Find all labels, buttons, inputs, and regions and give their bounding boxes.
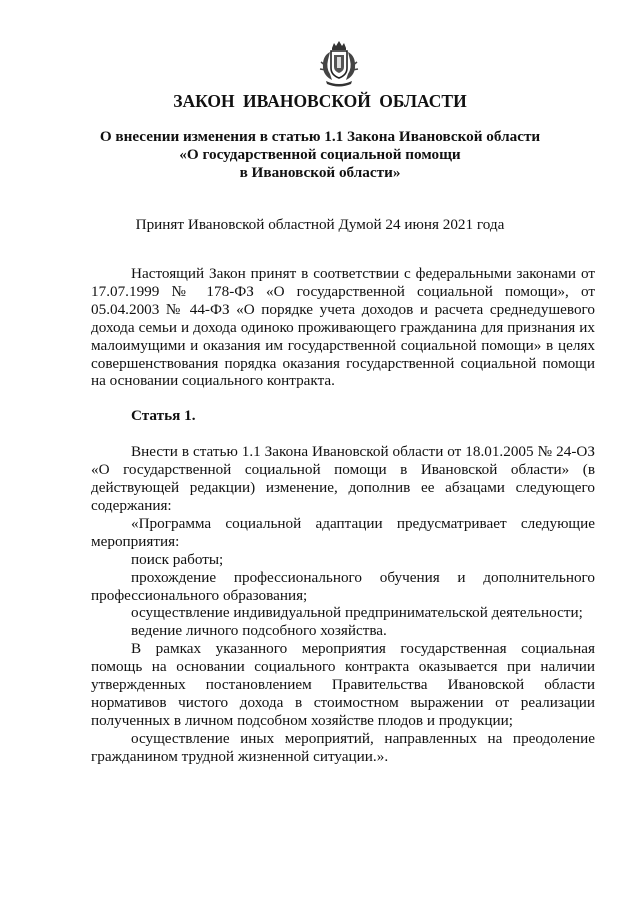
adoption-note: Принят Ивановской областной Думой 24 июня 2021 года bbox=[135, 216, 505, 233]
subtitle-line: О внесении изменения в статью 1.1 Закона Ивановской области bbox=[99, 128, 541, 145]
body-paragraph: осуществление иных мероприятий, направленных на преодоление гражданином трудной жизненной ситуации.». bbox=[91, 729, 595, 765]
subtitle-line: в Ивановской области» bbox=[239, 164, 401, 181]
law-body bbox=[91, 265, 595, 766]
body-paragraph: ведение личного подсобного хозяйства. bbox=[131, 622, 387, 640]
law-title: ЗАКОН ИВАНОВСКОЙ ОБЛАСТИ bbox=[173, 91, 467, 111]
ivanovo-oblast-coat-of-arms-icon bbox=[318, 40, 360, 88]
body-paragraph: Внести в статью 1.1 Закона Ивановской области от 18.01.2005 № 24-ОЗ «О государственной социальной помощи в Ивановской области» (в действующей редакции) изменение, дополнив ее абзацами следующего содержания: bbox=[91, 443, 595, 514]
body-paragraph: «Программа социальной адаптации предусматривает следующие мероприятия: bbox=[91, 514, 595, 550]
law-subtitle bbox=[90, 128, 550, 182]
body-paragraph: В рамках указанного мероприятия государственная социальная помощь на основании социального контракта оказывается при наличии утвержденных постановлением Правительства Ивановской области нормативов чистого дохода в стоимостном выражении от реализации полученных в личном подсобном хозяйстве плодов и продукции; bbox=[91, 640, 595, 729]
body-paragraph: осуществление индивидуальной предпринимательской деятельности; bbox=[131, 604, 583, 622]
preamble-paragraph: Настоящий Закон принят в соответствии с федеральными законами от 17.07.1999 № 178-ФЗ «О государственной социальной помощи», от 05.04.2003 № 44-ФЗ «О порядке учета доходов и расчета среднедушевого дохода семьи и дохода одиноко проживающего гражданина для признания их малоимущими и оказания им государственной социальной помощи» в целях совершенствования порядка оказания государственной социальной помощи на основании социального контракта. bbox=[91, 265, 595, 390]
body-paragraph: прохождение профессионального обучения и дополнительного профессионального образования; bbox=[91, 568, 595, 604]
subtitle-line: «О государственной социальной помощи bbox=[179, 146, 461, 163]
body-paragraph: поиск работы; bbox=[131, 550, 224, 568]
article-heading: Статья 1. bbox=[131, 407, 196, 425]
